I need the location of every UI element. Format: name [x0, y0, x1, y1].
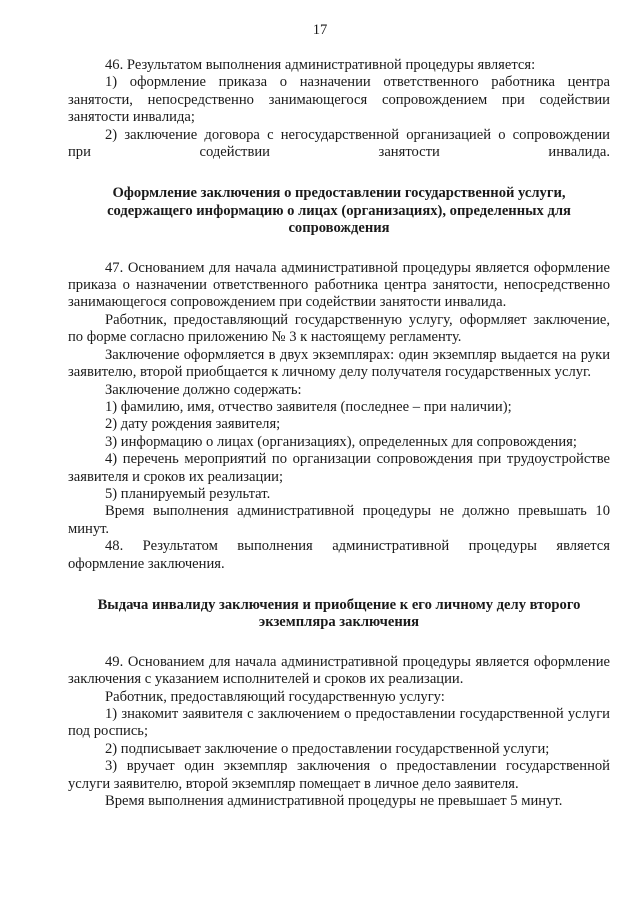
document-body — [68, 57, 610, 810]
paragraph-must-contain: Заключение должно содержать: — [105, 381, 302, 398]
list-item-name: 1) фамилию, имя, отчество заявителя (последнее – при наличии); — [105, 398, 512, 415]
list-item-measures: 4) перечень мероприятий по организации сопровождения при трудоустройстве заявителя и сроков их реализации; — [68, 451, 610, 485]
paragraph-worker-form: Работник, предоставляющий государственную услугу, оформляет заключение, по форме согласно приложению № 3 к настоящему регламенту. — [68, 311, 610, 346]
paragraph-49: 49. Основанием для начала административной процедуры является оформление заключения с указанием исполнителей и сроков их реализации. — [68, 653, 610, 688]
section-heading-issuance: Выдача инвалиду заключения и приобщение к его личному делу второго экземпляра заключения — [97, 596, 581, 631]
list-item-46-2: 2) заключение договора с негосударственной организацией о сопровождении при содействии занятости инвалида. — [68, 126, 610, 161]
list-item-result: 5) планируемый результат. — [105, 485, 271, 502]
paragraph-47: 47. Основанием для начала административной процедуры является оформление приказа о назначении ответственного работника центра занятости, непосредственно занимающегося сопровождением при содействии занятости инвалида. — [68, 259, 610, 311]
page-number: 17 — [312, 22, 328, 38]
paragraph-48: 48. Результатом выполнения административной процедуры является оформление заключения. — [68, 538, 610, 572]
section-heading-conclusion: Оформление заключения о предоставлении государственной услуги, содержащего информацию о лицах (организациях), определенных для сопровождения — [107, 185, 571, 237]
list-item-sign: 2) подписывает заключение о предоставлении государственной услуги; — [105, 740, 550, 757]
paragraph-46: 46. Результатом выполнения административной процедуры является: — [105, 57, 536, 73]
paragraph-two-copies: Заключение оформляется в двух экземплярах: один экземпляр выдается на руки заявителю, второй приобщается к личному делу получателя государственных услуг. — [68, 346, 610, 381]
list-item-introduce: 1) знакомит заявителя с заключением о предоставлении государственной услуги под роспись; — [68, 706, 610, 740]
list-item-persons-info: 3) информацию о лицах (организациях), определенных для сопровождения; — [105, 433, 577, 450]
paragraph-time-10: Время выполнения административной процедуры не должно превышать 10 минут. — [68, 503, 610, 537]
list-item-46-1: 1) оформление приказа о назначении ответственного работника центра занятости, непосредственно занимающегося сопровождением при содействии занятости инвалида; — [68, 74, 610, 126]
list-item-hand-over: 3) вручает один экземпляр заключения о предоставлении государственной услуги заявителю, второй экземпляр помещает в личное дело заявителя. — [68, 758, 610, 792]
list-item-birthdate: 2) дату рождения заявителя; — [105, 416, 281, 433]
paragraph-time-5: Время выполнения административной процедуры не превышает 5 минут. — [105, 793, 563, 810]
paragraph-worker: Работник, предоставляющий государственную услугу: — [105, 688, 445, 705]
